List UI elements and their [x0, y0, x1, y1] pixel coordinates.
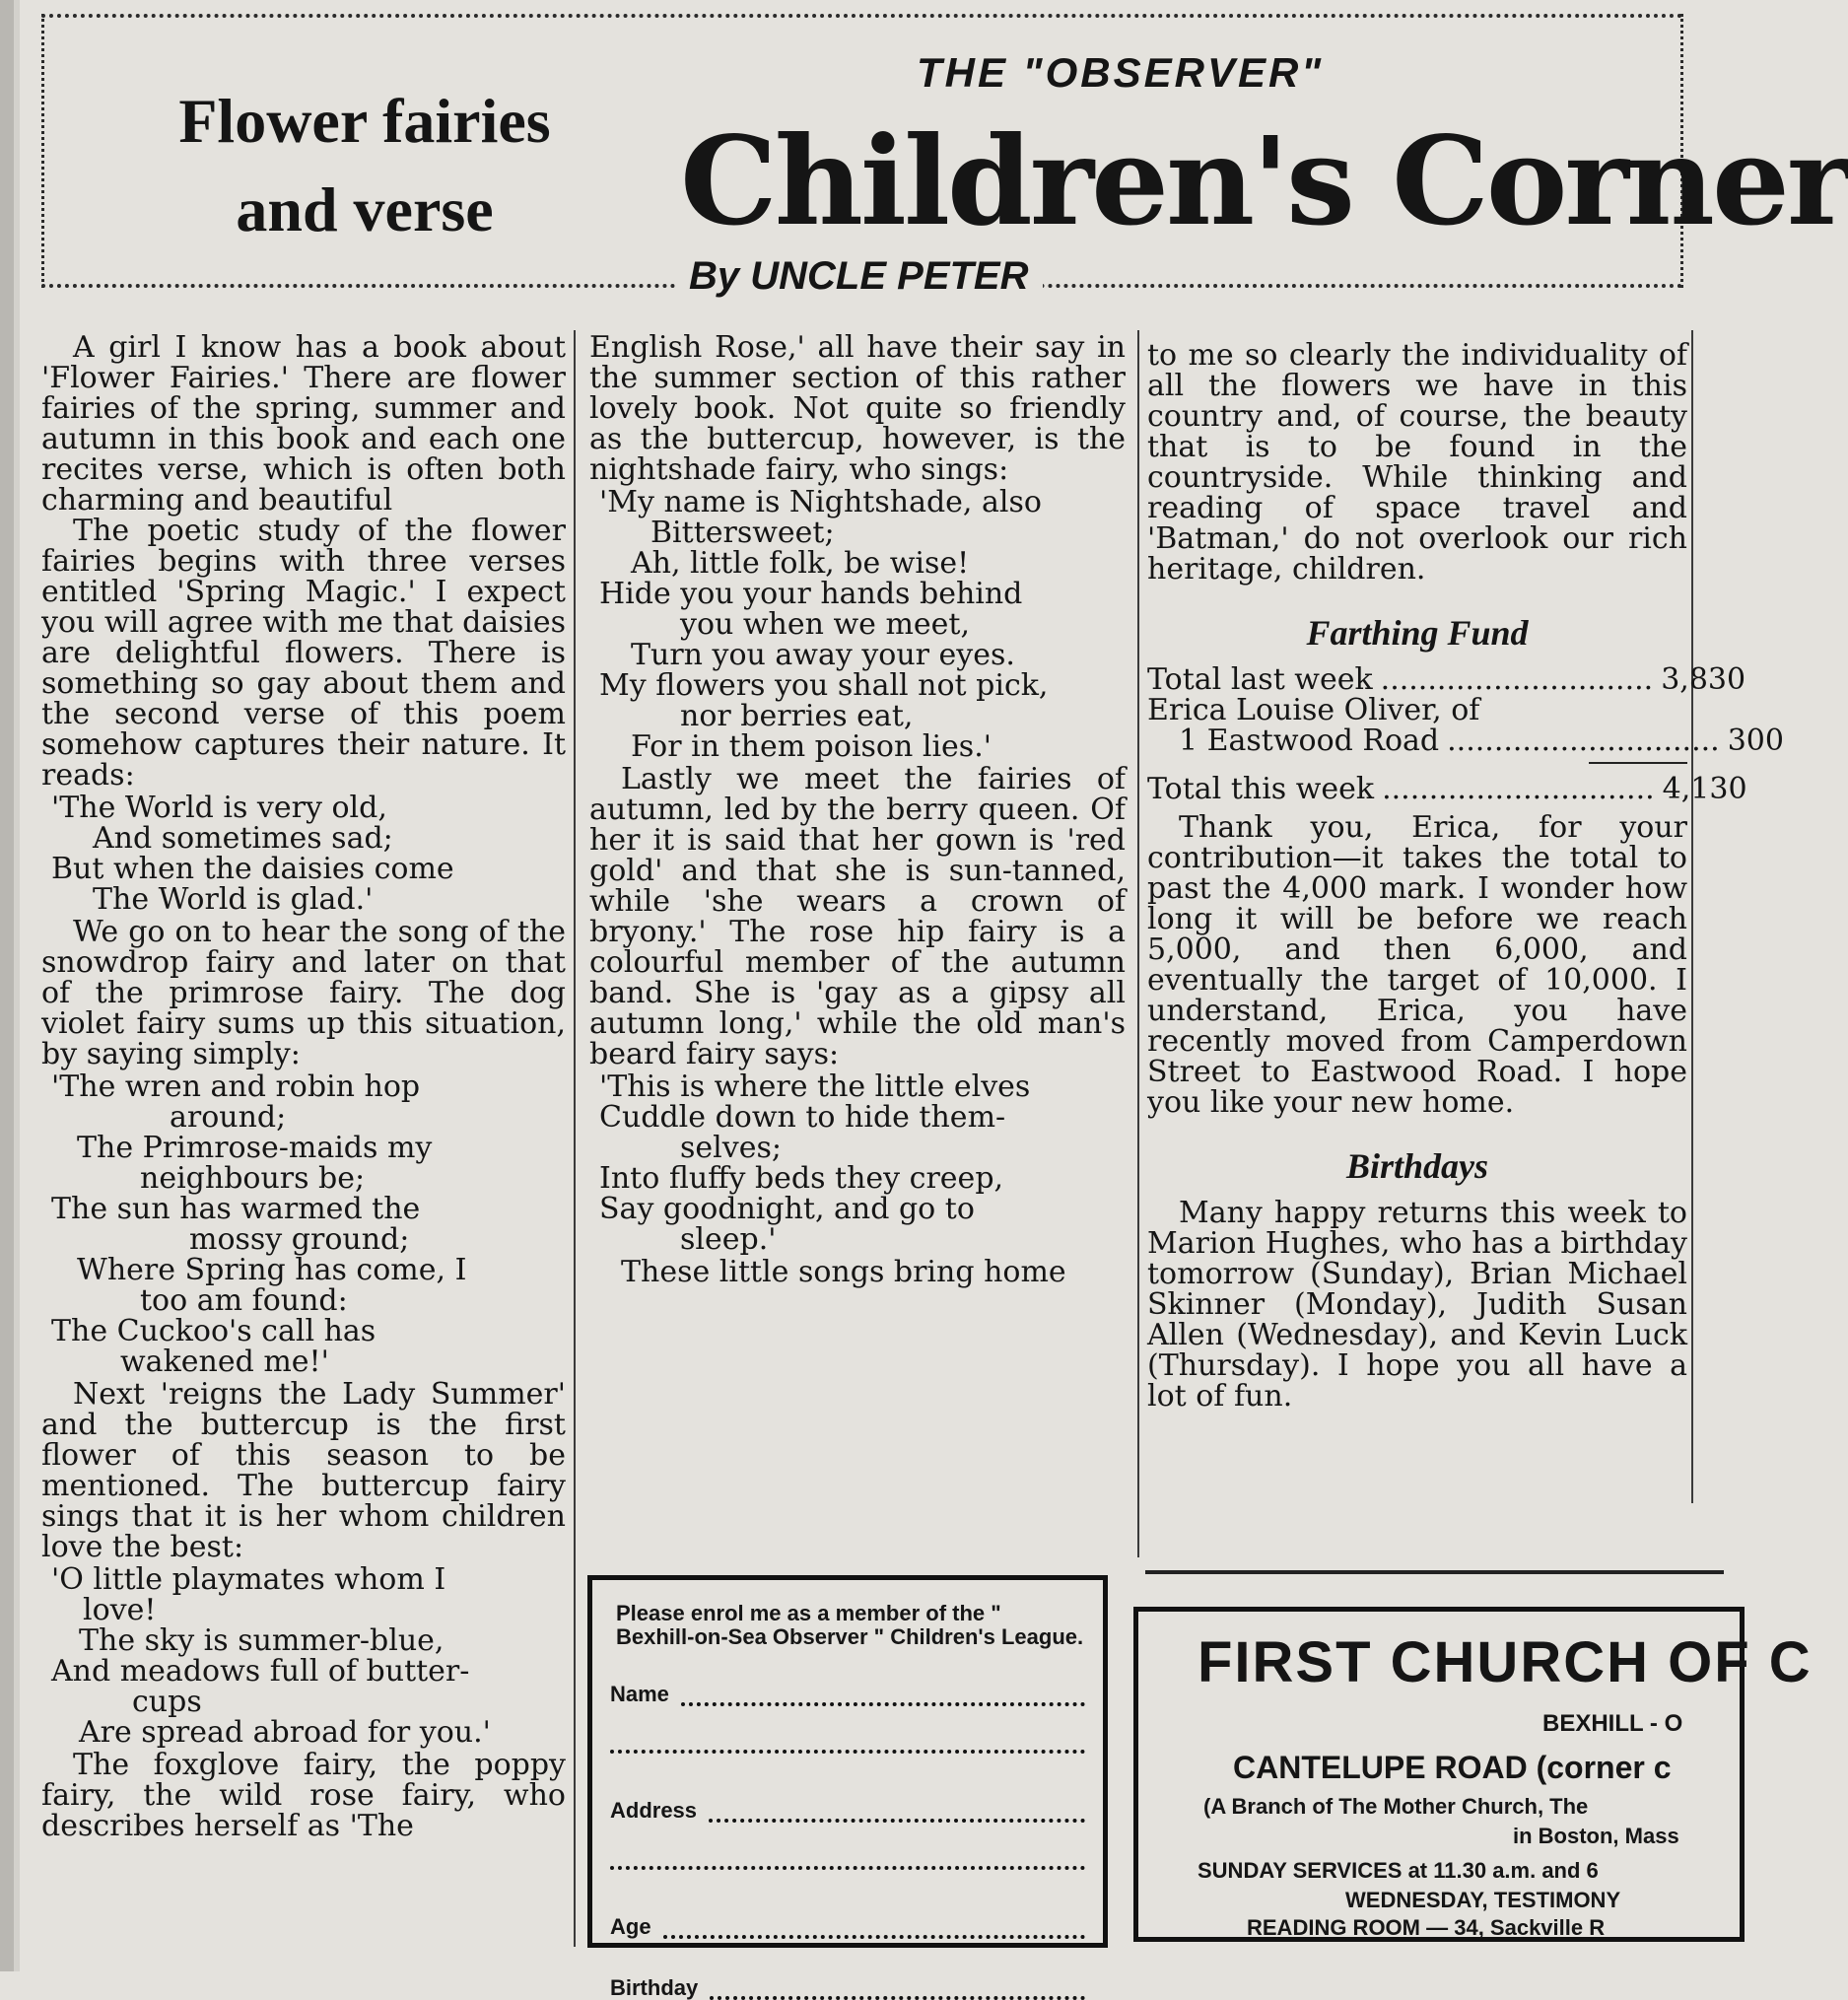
fund-value: 4,130 [1662, 772, 1747, 806]
verse-line: Turn you away your eyes. [631, 638, 1015, 672]
column-3 [1147, 338, 1784, 1414]
verse-line: wakened me!' [120, 1345, 329, 1379]
leader-dots: ............................. [1447, 724, 1720, 758]
verse-line: love! [83, 1593, 157, 1627]
verse-line: 'The World is very old, [51, 791, 387, 825]
field-label: Name [610, 1682, 669, 1706]
verse-line: The Primrose-maids my [77, 1131, 433, 1165]
fund-label: Total last week [1147, 662, 1373, 697]
advert-line: WEDNESDAY, TESTIMONY [1345, 1888, 1621, 1912]
column-2 [589, 332, 1126, 1287]
field-label: Address [610, 1798, 698, 1823]
masthead-kicker: THE "OBSERVER" [917, 49, 1325, 96]
coupon-birthday-field[interactable] [610, 1976, 1085, 2000]
article-title [89, 77, 641, 254]
fund-value: 300 [1727, 724, 1784, 758]
verse-line: My flowers you shall not pick, [599, 668, 1049, 703]
paragraph: The foxglove fairy, the poppy fairy, the wild rose fairy, who describes herself as 'The [41, 1748, 566, 1843]
membership-coupon [587, 1575, 1108, 2000]
verse-line: too am found: [140, 1283, 348, 1318]
paragraph: Next 'reigns the Lady Summer' and the buttercup is the first flower of this season to be mentioned. The buttercup fairy sings that it is her whom children love the best: [41, 1377, 566, 1564]
fill-line[interactable] [681, 1696, 1085, 1706]
leader-dots: ............................. [1382, 772, 1655, 806]
fill-line[interactable] [709, 1813, 1085, 1823]
coupon-intro: Please enrol me as a member of the " Bexhill-on-Sea Observer " Children's League. [616, 1601, 1084, 1649]
masthead-title: Children's Corner [680, 110, 1848, 253]
fund-row [1147, 724, 1784, 758]
verse [51, 793, 566, 915]
column-rule [574, 330, 576, 1947]
verse [599, 1071, 1126, 1255]
verse-line: Where Spring has come, I [77, 1253, 467, 1287]
church-advert [1133, 1607, 1813, 1942]
verse-line: selves; [680, 1131, 782, 1165]
advert-line: SUNDAY SERVICES at 11.30 a.m. and 6 [1198, 1858, 1599, 1883]
column-rule [1137, 330, 1139, 1557]
field-label: Age [610, 1914, 651, 1939]
advert-line: in Boston, Mass [1513, 1824, 1679, 1848]
fund-label: Total this week [1147, 772, 1375, 806]
fund-donor: Erica Louise Oliver, of [1147, 693, 1480, 727]
verse-line: neighbours be; [140, 1161, 366, 1196]
paragraph: These little songs bring home [621, 1255, 1066, 1289]
fund-row [1147, 662, 1746, 697]
scan-edge [0, 0, 14, 1971]
byline: By UNCLE PETER [675, 254, 1043, 299]
advert-line: CANTELUPE ROAD (corner c [1233, 1750, 1672, 1785]
verse-line: 'O little playmates whom I [51, 1562, 446, 1597]
verse-line: Bittersweet; [650, 516, 835, 550]
fill-line[interactable] [610, 1860, 1085, 1870]
verse-line: The sky is summer-blue, [79, 1623, 445, 1658]
paragraph: Lastly we meet the fairies of autumn, led by the berry queen. Of her it is said that her gown is 'red gold' and that she is sun-tanned, while 'she wears a crown of bryony.' The rose hip fairy is a colourful member of the autumn band. She is 'gay as a gipsy all autumn long,' while the old man's beard fairy says: [589, 762, 1126, 1071]
paragraph: to me so clearly the individuality of all the flowers we have in this country and, of course, the beauty that is to be found in the countryside. While thinking and reading of space travel and 'Batman,' do not overlook our rich heritage, children. [1147, 338, 1687, 586]
advert-line: READING ROOM — 34, Sackville R [1247, 1915, 1606, 1940]
column-1 [41, 332, 566, 1841]
coupon-name-field[interactable] [610, 1683, 1085, 1706]
verse-line: sleep.' [680, 1222, 777, 1257]
verse-line: 'The wren and robin hop [51, 1069, 421, 1104]
birthdays-heading: Birthdays [1345, 1146, 1489, 1186]
verse-line: But when the daisies come [51, 852, 454, 886]
paragraph: Thank you, Erica, for your contribution—it takes the total to past the 4,000 mark. I wonder how long it will be before we reach 5,000, and then 6,000, and eventually the target of 10,000. I understand, Erica, you have recently moved from Camperdown Street to Eastwood Road. I hope you like your new home. [1147, 810, 1687, 1120]
verse [599, 487, 1126, 762]
coupon-address-field[interactable] [610, 1799, 1085, 1823]
verse-line: Hide you your hands behind [599, 577, 1023, 611]
verse [51, 1071, 566, 1377]
verse-line: Are spread abroad for you.' [79, 1715, 491, 1750]
verse-line: The World is glad.' [93, 882, 374, 917]
verse-line: Cuddle down to hide them- [599, 1100, 1006, 1135]
fund-label: 1 Eastwood Road [1179, 724, 1440, 758]
verse-line: And meadows full of butter- [51, 1654, 470, 1689]
advert-title: FIRST CHURCH OF C [1198, 1630, 1813, 1694]
farthing-fund-heading: Farthing Fund [1306, 613, 1529, 653]
advert-line: BEXHILL - O [1542, 1710, 1683, 1737]
fund-total-row [1147, 772, 1747, 806]
field-label: Birthday [610, 1975, 699, 2000]
verse-line: you when we meet, [680, 607, 970, 642]
leader-dots: ............................. [1380, 662, 1654, 697]
verse-line: 'This is where the little elves [599, 1069, 1031, 1104]
verse-line: Say goodnight, and go to [599, 1192, 975, 1226]
fund-value: 3,830 [1661, 662, 1746, 697]
verse-line: nor berries eat, [680, 699, 914, 733]
verse-line: Into fluffy beds they creep, [599, 1161, 1004, 1196]
fill-line[interactable] [663, 1929, 1085, 1939]
scan-edge-inner [14, 0, 20, 1971]
fund-sum-rule [1589, 762, 1687, 764]
verse-line: And sometimes sad; [93, 821, 393, 856]
verse-line: 'My name is Nightshade, also [599, 485, 1042, 519]
verse-line: around; [170, 1100, 287, 1135]
section-rule [1145, 1570, 1724, 1574]
fill-line[interactable] [710, 1990, 1085, 2000]
advert-line: (A Branch of The Mother Church, The [1203, 1794, 1589, 1819]
verse-line: The Cuckoo's call has [51, 1314, 376, 1348]
paragraph: A girl I know has a book about 'Flower Fairies.' There are flower fairies of the spring, summer and autumn in this book and each one recites verse, which is often both charming and beautiful [41, 330, 566, 517]
verse-line: For in them poison lies.' [631, 729, 992, 764]
verse-line: cups [132, 1685, 202, 1719]
verse [51, 1564, 566, 1748]
paragraph: We go on to hear the song of the snowdrop fairy and later on that of the primrose fairy. The dog violet fairy sums up this situation, by saying simply: [41, 915, 566, 1071]
article-title-line2: and verse [236, 174, 494, 244]
verse-line: mossy ground; [189, 1222, 410, 1257]
fund-row [1147, 695, 1687, 725]
article-title-line1: Flower fairies [178, 86, 551, 156]
coupon-age-field[interactable] [610, 1915, 1085, 1939]
paragraph: English Rose,' all have their say in the summer section of this rather lovely book. Not quite so friendly as the buttercup, however, is the nightshade fairy, who sings: [589, 330, 1126, 487]
column-rule [1691, 330, 1693, 1503]
verse-line: Ah, little folk, be wise! [631, 546, 970, 581]
paragraph: The poetic study of the flower fairies begins with three verses entitled 'Spring Magic.' I expect you will agree with me that daisies are delightful flowers. There is something so gay about them and the second verse of this poem somehow captures their nature. It reads: [41, 514, 566, 793]
fill-line[interactable] [610, 1744, 1085, 1754]
paragraph: Many happy returns this week to Marion Hughes, who has a birthday tomorrow (Sunday), Brian Michael Skinner (Monday), Judith Susan Allen (Wednesday), and Kevin Luck (Thursday). I hope you all have a lot of fun. [1147, 1196, 1687, 1414]
verse-line: The sun has warmed the [51, 1192, 421, 1226]
